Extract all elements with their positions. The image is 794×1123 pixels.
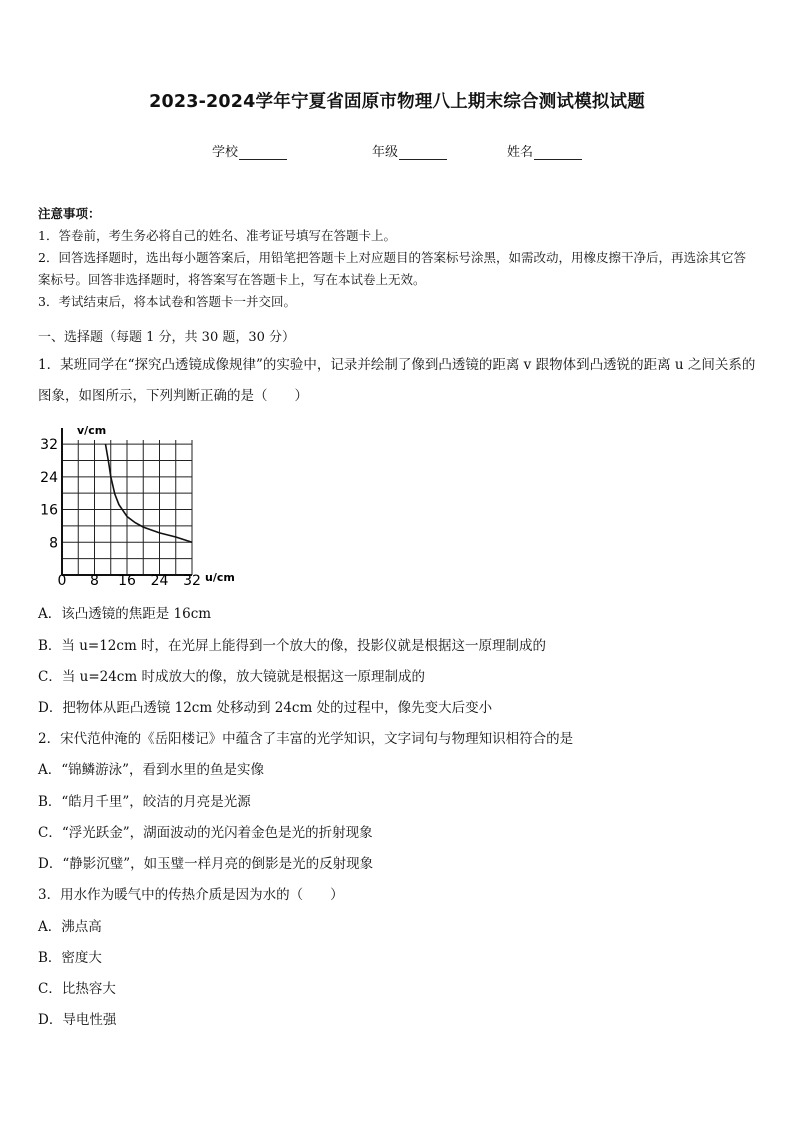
q3-option-a[interactable]: A．沸点高 <box>38 919 102 935</box>
school-blank[interactable] <box>239 146 287 160</box>
question-3-stem: 3．用水作为暖气中的传热介质是因为水的（ ） <box>38 887 344 903</box>
school-label: 学校 <box>212 145 239 160</box>
y-tick-label: 32 <box>40 437 58 454</box>
q3-option-b[interactable]: B．密度大 <box>38 950 102 966</box>
exam-notes <box>38 203 758 313</box>
x-tick-label: 0 <box>57 573 67 588</box>
name-field[interactable] <box>507 141 582 160</box>
school-field[interactable] <box>212 141 287 160</box>
x-tick-label: 16 <box>118 573 136 588</box>
grade-field[interactable] <box>372 141 447 160</box>
q2-option-c[interactable]: C．“浮光跃金”，湖面波动的光闪着金色是光的折射现象 <box>38 825 373 841</box>
grade-label: 年级 <box>372 145 399 160</box>
section-heading: 一、选择题（每题 1 分，共 30 题，30 分） <box>38 330 296 345</box>
x-axis-label: u/cm <box>205 571 235 584</box>
question-2-stem: 2．宋代范仲淹的《岳阳楼记》中蕴含了丰富的光学知识，文字词句与物理知识相符合的是 <box>38 731 574 747</box>
q3-option-c[interactable]: C．比热容大 <box>38 981 116 997</box>
q1-option-c[interactable]: C．当 u=24cm 时成放大的像，放大镜就是根据这一原理制成的 <box>38 669 425 685</box>
lens-image-chart <box>35 418 245 588</box>
notes-heading: 注意事项： <box>38 206 101 221</box>
q1-option-b[interactable]: B．当 u=12cm 时，在光屏上能得到一个放大的像，投影仪就是根据这一原理制成的 <box>38 638 547 654</box>
name-label: 姓名 <box>507 145 534 160</box>
q2-option-d[interactable]: D．“静影沉璧”，如玉璧一样月亮的倒影是光的反射现象 <box>38 856 374 872</box>
y-tick-label: 24 <box>40 469 58 486</box>
q3-option-d[interactable]: D．导电性强 <box>38 1012 117 1028</box>
q1-option-a[interactable]: A．该凸透镜的焦距是 16cm <box>38 606 212 622</box>
x-tick-label: 24 <box>150 573 169 588</box>
q1-option-d[interactable]: D．把物体从距凸透镜 12cm 处移动到 24cm 处的过程中，像先变大后变小 <box>38 700 493 716</box>
note-item: 1．答卷前，考生务必将自己的姓名、准考证号填写在答题卡上。 <box>38 228 396 243</box>
note-item: 2．回答选择题时，选出每小题答案后，用铅笔把答题卡上对应题目的答案标号涂黑，如需改动，用橡皮擦干净后，再选涂其它答案标号。回答非选择题时，将答案写在答题卡上，写在本试卷上无效。 <box>38 250 746 287</box>
note-item: 3．考试结束后，将本试卷和答题卡一并交回。 <box>38 294 296 309</box>
page-title: 2023-2024学年宁夏省固原市物理八上期末综合测试模拟试题 <box>149 92 645 112</box>
name-blank[interactable] <box>534 146 582 160</box>
y-axis-label: v/cm <box>77 424 107 437</box>
chart-grid <box>62 440 192 575</box>
x-tick-label: 8 <box>90 573 99 588</box>
grade-blank[interactable] <box>399 146 447 160</box>
q2-option-a[interactable]: A．“锦鳞游泳”，看到水里的鱼是实像 <box>38 762 265 778</box>
q2-option-b[interactable]: B．“皓月千里”，皎洁的月亮是光源 <box>38 794 251 810</box>
y-tick-label: 8 <box>49 535 58 552</box>
question-1-stem: 1．某班同学在“探究凸透镜成像规律”的实验中，记录并绘制了像到凸透镜的距离 v 跟物体到凸透锐的距离 u 之间关系的图象，如图所示，下列判断正确的是（ ） <box>38 357 756 404</box>
x-tick-label: 32 <box>183 573 201 588</box>
y-tick-label: 16 <box>40 502 58 519</box>
